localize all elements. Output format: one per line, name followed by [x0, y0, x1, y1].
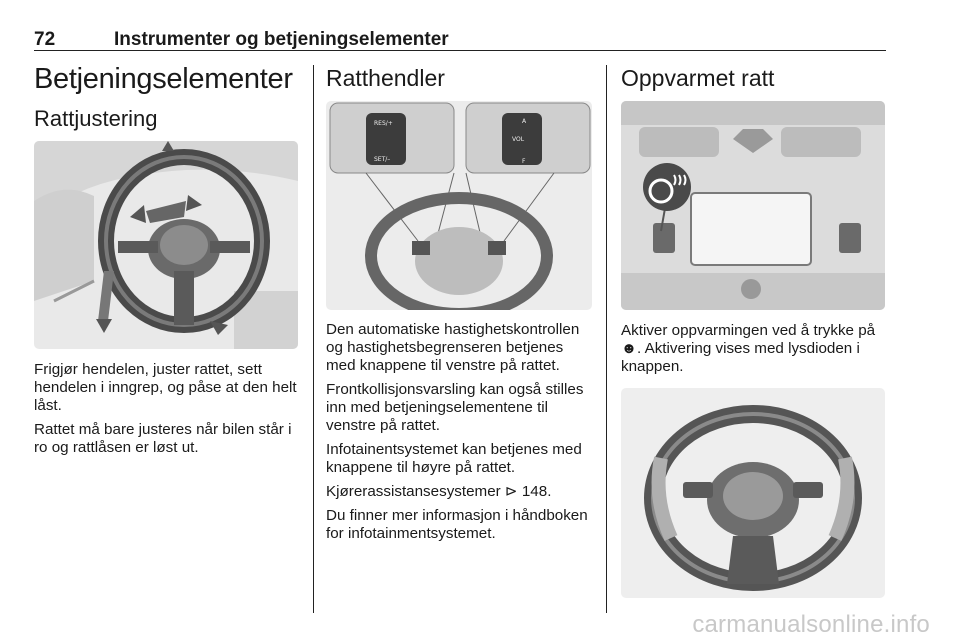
- section-title: Betjeningselementer: [34, 63, 293, 95]
- paragraph: Infotainentsystemet kan betjenes med knappene til høyre på rattet.: [326, 441, 582, 476]
- heading-rattjustering: Rattjustering: [34, 106, 158, 131]
- col1-text: [34, 361, 302, 463]
- switch-label: RES/+: [374, 120, 393, 127]
- column-divider: [606, 65, 607, 613]
- paragraph: Kjørerassistansesystemer ⊳ 148.: [326, 483, 552, 500]
- paragraph: Rattet må bare justeres når bilen står i ro og rattlåsen er løst ut.: [34, 421, 292, 456]
- steering-wheel-switches-illustration: [326, 101, 592, 310]
- page-header: [34, 28, 886, 51]
- switch-label: A: [522, 118, 527, 125]
- paragraph: Aktiver oppvarmingen ved å trykke på ☻. Aktivering vises med lysdioden i knappen.: [621, 322, 876, 375]
- switch-label: VOL: [512, 136, 525, 143]
- heated-steering-wheel-illustration: [621, 388, 885, 598]
- switch-label: SET/–: [374, 156, 391, 163]
- watermark: carmanualsonline.info: [692, 611, 930, 638]
- col3-text: [621, 322, 887, 382]
- paragraph: Den automatiske hastighetskontrollen og hastighetsbegrenseren betjenes med knappene til venstre på rattet.: [326, 321, 580, 374]
- page-number: 72: [34, 29, 56, 50]
- heated-wheel-button-illustration: [621, 101, 885, 310]
- steering-adjustment-illustration: [34, 141, 298, 349]
- paragraph: Frontkollisjonsvarsling kan også stilles inn med betjeningselementene til venstre på rattet.: [326, 381, 584, 434]
- column-divider: [313, 65, 314, 613]
- paragraph: Du finner mer informasjon i håndboken for infotainmentsystemet.: [326, 507, 588, 542]
- switch-label: F: [522, 158, 526, 165]
- paragraph: Frigjør hendelen, juster rattet, sett hendelen i inngrep, og påse at den helt låst.: [34, 361, 297, 414]
- col2-text: [326, 321, 592, 549]
- heading-oppvarmet-ratt: Oppvarmet ratt: [621, 65, 775, 91]
- running-title: Instrumenter og betjeningselementer: [114, 29, 449, 50]
- heading-ratthendler: Ratthendler: [326, 65, 445, 91]
